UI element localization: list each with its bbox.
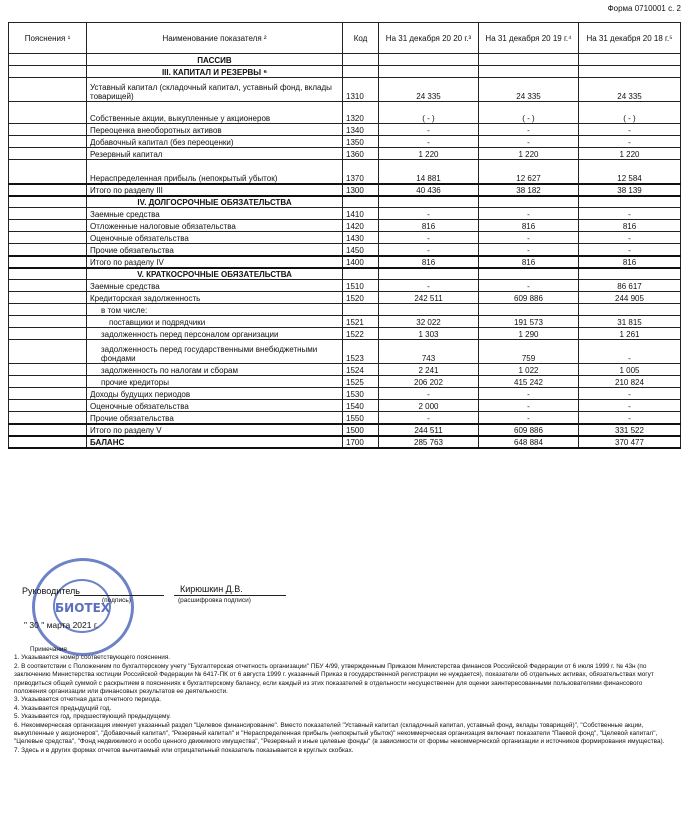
- cell-code: 1524: [343, 364, 379, 376]
- cell-name: Оценочные обязательства: [87, 400, 343, 412]
- header-col2: На 31 декабря 20 19 г.⁴: [479, 23, 579, 54]
- cell-notes: [9, 54, 87, 66]
- cell-notes: [9, 424, 87, 436]
- cell-name: Доходы будущих периодов: [87, 388, 343, 400]
- table-row: [9, 292, 681, 304]
- cell-value-2: 415 242: [479, 376, 579, 388]
- cell-value-2: [479, 54, 579, 66]
- cell-value-3: -: [579, 208, 681, 220]
- cell-code: [343, 66, 379, 78]
- cell-value-1: -: [379, 232, 479, 244]
- cell-value-1: 40 436: [379, 184, 479, 196]
- cell-value-1: -: [379, 388, 479, 400]
- cell-name: Переоценка внеоборотных активов: [87, 124, 343, 136]
- cell-value-2: 609 886: [479, 424, 579, 436]
- cell-value-2: -: [479, 280, 579, 292]
- cell-value-2: -: [479, 232, 579, 244]
- table-row: [9, 376, 681, 388]
- cell-value-1: 242 511: [379, 292, 479, 304]
- table-row: [9, 148, 681, 160]
- cell-value-1: 743: [379, 340, 479, 364]
- cell-notes: [9, 136, 87, 148]
- cell-value-1: 24 335: [379, 78, 479, 102]
- header-code: Код: [343, 23, 379, 54]
- cell-code: 1520: [343, 292, 379, 304]
- cell-notes: [9, 148, 87, 160]
- cell-notes: [9, 280, 87, 292]
- footnotes: [14, 646, 674, 755]
- cell-value-3: 816: [579, 220, 681, 232]
- cell-value-1: [379, 54, 479, 66]
- cell-code: 1530: [343, 388, 379, 400]
- table-row: [9, 78, 681, 102]
- cell-value-1: 2 241: [379, 364, 479, 376]
- cell-code: 1300: [343, 184, 379, 196]
- cell-value-2: [479, 196, 579, 208]
- cell-name: V. КРАТКОСРОЧНЫЕ ОБЯЗАТЕЛЬСТВА: [87, 268, 343, 280]
- cell-code: 1350: [343, 136, 379, 148]
- cell-value-1: -: [379, 124, 479, 136]
- cell-value-3: 370 477: [579, 436, 681, 448]
- footnote: 7. Здесь и в других формах отчетов вычитаемый или отрицательный показатель показывается в круглых скобках.: [14, 746, 354, 754]
- cell-value-1: [379, 66, 479, 78]
- cell-value-1: 2 000: [379, 400, 479, 412]
- cell-notes: [9, 328, 87, 340]
- cell-value-3: ( - ): [579, 102, 681, 124]
- cell-code: 1523: [343, 340, 379, 364]
- cell-value-1: -: [379, 208, 479, 220]
- header-notes: Пояснения ¹: [9, 23, 87, 54]
- table-row: [9, 184, 681, 196]
- cell-name: задолженность перед персоналом организации: [87, 328, 343, 340]
- cell-value-1: [379, 196, 479, 208]
- cell-name: Нераспределенная прибыль (непокрытый убыток): [87, 160, 343, 184]
- cell-notes: [9, 102, 87, 124]
- cell-value-3: [579, 66, 681, 78]
- cell-value-3: -: [579, 340, 681, 364]
- cell-notes: [9, 78, 87, 102]
- cell-name: Резервный капитал: [87, 148, 343, 160]
- cell-notes: [9, 436, 87, 448]
- cell-value-3: -: [579, 124, 681, 136]
- cell-notes: [9, 208, 87, 220]
- header-col3: На 31 декабря 20 18 г.⁵: [579, 23, 681, 54]
- cell-value-2: [479, 66, 579, 78]
- table-row: [9, 220, 681, 232]
- cell-value-3: [579, 268, 681, 280]
- header-name: Наименование показателя ²: [87, 23, 343, 54]
- cell-value-3: -: [579, 244, 681, 256]
- cell-code: 1525: [343, 376, 379, 388]
- cell-value-3: [579, 304, 681, 316]
- cell-value-1: ( - ): [379, 102, 479, 124]
- cell-code: [343, 304, 379, 316]
- footnote: 5. Указывается год, предшествующий предыдущему.: [14, 713, 171, 721]
- table-row: [9, 400, 681, 412]
- cell-notes: [9, 160, 87, 184]
- company-stamp: [32, 558, 134, 656]
- cell-notes: [9, 220, 87, 232]
- cell-notes: [9, 232, 87, 244]
- form-code: Форма 0710001 с. 2: [607, 4, 681, 13]
- cell-value-3: 38 139: [579, 184, 681, 196]
- table-row: [9, 388, 681, 400]
- cell-value-2: 609 886: [479, 292, 579, 304]
- header-col1: На 31 декабря 20 20 г.³: [379, 23, 479, 54]
- cell-value-1: -: [379, 244, 479, 256]
- cell-name: Итого по разделу III: [87, 184, 343, 196]
- table-row: [9, 136, 681, 148]
- table-row: [9, 54, 681, 66]
- cell-value-2: 759: [479, 340, 579, 364]
- table-row: [9, 280, 681, 292]
- cell-value-3: 86 617: [579, 280, 681, 292]
- cell-value-1: -: [379, 280, 479, 292]
- cell-value-3: -: [579, 232, 681, 244]
- cell-name: Добавочный капитал (без переоценки): [87, 136, 343, 148]
- cell-notes: [9, 412, 87, 424]
- cell-name: прочие кредиторы: [87, 376, 343, 388]
- footnote: 1. Указывается номер соответствующего пояснения.: [14, 654, 171, 662]
- table-row: [9, 124, 681, 136]
- stamp-text: БИОТЕХ: [55, 601, 111, 615]
- cell-code: 1430: [343, 232, 379, 244]
- cell-value-1: 244 511: [379, 424, 479, 436]
- cell-value-2: -: [479, 388, 579, 400]
- table-row: [9, 102, 681, 124]
- cell-value-3: 244 905: [579, 292, 681, 304]
- cell-value-1: -: [379, 412, 479, 424]
- table-row: [9, 412, 681, 424]
- name-caption: (расшифровка подписи): [178, 597, 251, 604]
- cell-value-1: 285 763: [379, 436, 479, 448]
- cell-code: [343, 196, 379, 208]
- cell-name: задолженность перед государственными внебюджетными фондами: [87, 340, 343, 364]
- cell-value-2: 1 220: [479, 148, 579, 160]
- balance-table: [8, 22, 681, 449]
- footnote: 6. Некоммерческая организация именует указанный раздел "Целевое финансирование". Вместо показателей "Уставный капитал (складочный капитал, уставный фонд, вклады товарищей)", "Собственные акции, выкупленные у акционеров", "Добавочный капитал", "Резервный капитал" и "Нераспределенная прибыль (непокрытый убыток)" некоммерческая организация включает показатели "Паевой фонд", "Целевой капитал", "Целевые средства", "Фонд недвижимого и особо ценного движимого имущества", "Резервный и иные целевые фонды" (в зависимости от формы некоммерческой организации и источников формирования имущества).: [14, 721, 665, 746]
- cell-code: 1700: [343, 436, 379, 448]
- cell-notes: [9, 316, 87, 328]
- cell-name: БАЛАНС: [87, 436, 343, 448]
- cell-name: в том числе:: [87, 304, 343, 316]
- cell-value-3: [579, 196, 681, 208]
- signature-role: Руководитель: [22, 586, 80, 596]
- table-row: [9, 256, 681, 268]
- cell-notes: [9, 184, 87, 196]
- cell-code: 1360: [343, 148, 379, 160]
- cell-notes: [9, 400, 87, 412]
- table-row: [9, 160, 681, 184]
- cell-value-1: 816: [379, 220, 479, 232]
- cell-name: Собственные акции, выкупленные у акционеров: [87, 102, 343, 124]
- cell-name: Уставный капитал (складочный капитал, уставный фонд, вклады товарищей): [87, 78, 343, 102]
- cell-notes: [9, 124, 87, 136]
- cell-notes: [9, 196, 87, 208]
- footnote: 3. Указывается отчетная дата отчетного периода.: [14, 696, 162, 704]
- cell-value-2: -: [479, 208, 579, 220]
- cell-value-3: 1 261: [579, 328, 681, 340]
- cell-code: [343, 54, 379, 66]
- cell-value-2: [479, 304, 579, 316]
- cell-code: 1310: [343, 78, 379, 102]
- cell-value-2: -: [479, 136, 579, 148]
- cell-value-2: -: [479, 124, 579, 136]
- table-row: [9, 424, 681, 436]
- cell-code: 1340: [343, 124, 379, 136]
- cell-name: Итого по разделу V: [87, 424, 343, 436]
- cell-code: 1550: [343, 412, 379, 424]
- table-row: [9, 316, 681, 328]
- cell-value-2: -: [479, 400, 579, 412]
- table-row: [9, 340, 681, 364]
- cell-code: 1521: [343, 316, 379, 328]
- signature-name: Кирюшкин Д.В.: [180, 584, 243, 594]
- footnote: 2. В соответствии с Положением по бухгалтерскому учету "Бухгалтерская отчетность организации" ПБУ 4/99, утвержденным Приказом Министерства финансов Российской Федерации от 6 июля 1999 г. № 43н (по заключению Министерства юстиции Российской Федерации № 6417-ПК от 6 августа 1999 г. указанный Приказ в государственной регистрации не нуждается), показатели об отдельных активах, обязательствах могут приводиться общей суммой с раскрытием в пояснениях к бухгалтерскому балансу, если каждый из этих показателей в отдельности несущественен для оценки заинтересованными пользователями финансового положения организации или финансовых результатов ее деятельности.: [14, 662, 654, 696]
- cell-code: 1400: [343, 256, 379, 268]
- table-row: [9, 66, 681, 78]
- cell-name: задолженность по налогам и сборам: [87, 364, 343, 376]
- cell-code: 1500: [343, 424, 379, 436]
- cell-value-3: 331 522: [579, 424, 681, 436]
- cell-notes: [9, 244, 87, 256]
- cell-value-1: 1 303: [379, 328, 479, 340]
- cell-name: Прочие обязательства: [87, 244, 343, 256]
- cell-value-3: -: [579, 136, 681, 148]
- cell-notes: [9, 66, 87, 78]
- signature-date: " 30 " марта 2021 г.: [24, 620, 99, 630]
- table-header: [9, 23, 681, 54]
- cell-name: IV. ДОЛГОСРОЧНЫЕ ОБЯЗАТЕЛЬСТВА: [87, 196, 343, 208]
- cell-name: Заемные средства: [87, 280, 343, 292]
- cell-notes: [9, 304, 87, 316]
- cell-value-2: 816: [479, 256, 579, 268]
- cell-value-3: -: [579, 400, 681, 412]
- cell-notes: [9, 268, 87, 280]
- cell-value-3: 1 220: [579, 148, 681, 160]
- cell-name: поставщики и подрядчики: [87, 316, 343, 328]
- cell-name: Итого по разделу IV: [87, 256, 343, 268]
- cell-name: Кредиторская задолженность: [87, 292, 343, 304]
- cell-value-2: -: [479, 412, 579, 424]
- cell-value-1: [379, 268, 479, 280]
- cell-name: Прочие обязательства: [87, 412, 343, 424]
- cell-code: 1540: [343, 400, 379, 412]
- cell-code: 1410: [343, 208, 379, 220]
- cell-name: ПАССИВ: [87, 54, 343, 66]
- cell-value-2: 24 335: [479, 78, 579, 102]
- cell-value-3: -: [579, 412, 681, 424]
- table-row: [9, 196, 681, 208]
- cell-notes: [9, 256, 87, 268]
- cell-notes: [9, 364, 87, 376]
- cell-code: 1510: [343, 280, 379, 292]
- footnote: Примечания: [30, 646, 67, 653]
- cell-value-2: 191 573: [479, 316, 579, 328]
- cell-name: Оценочные обязательства: [87, 232, 343, 244]
- table-row: [9, 328, 681, 340]
- cell-value-3: 24 335: [579, 78, 681, 102]
- cell-value-1: 206 202: [379, 376, 479, 388]
- cell-notes: [9, 292, 87, 304]
- cell-code: 1522: [343, 328, 379, 340]
- cell-code: 1370: [343, 160, 379, 184]
- table-row: [9, 268, 681, 280]
- cell-value-2: 1 022: [479, 364, 579, 376]
- cell-value-1: 14 881: [379, 160, 479, 184]
- table-row: [9, 364, 681, 376]
- footnote: 4. Указывается предыдущий год.: [14, 704, 112, 712]
- cell-name: III. КАПИТАЛ И РЕЗЕРВЫ ⁶: [87, 66, 343, 78]
- table-row: [9, 244, 681, 256]
- cell-notes: [9, 388, 87, 400]
- table-row: [9, 304, 681, 316]
- cell-notes: [9, 340, 87, 364]
- cell-value-2: 816: [479, 220, 579, 232]
- cell-code: 1450: [343, 244, 379, 256]
- cell-value-3: 816: [579, 256, 681, 268]
- cell-value-2: ( - ): [479, 102, 579, 124]
- cell-notes: [9, 376, 87, 388]
- table-row: [9, 208, 681, 220]
- cell-value-3: [579, 54, 681, 66]
- cell-value-2: [479, 268, 579, 280]
- cell-value-1: 1 220: [379, 148, 479, 160]
- cell-value-2: 38 182: [479, 184, 579, 196]
- cell-value-2: -: [479, 244, 579, 256]
- cell-value-1: 816: [379, 256, 479, 268]
- cell-code: [343, 268, 379, 280]
- cell-value-1: 32 022: [379, 316, 479, 328]
- cell-value-3: 12 584: [579, 160, 681, 184]
- cell-value-1: [379, 304, 479, 316]
- cell-value-1: -: [379, 136, 479, 148]
- cell-value-3: 210 824: [579, 376, 681, 388]
- cell-name: Заемные средства: [87, 208, 343, 220]
- cell-value-2: 12 627: [479, 160, 579, 184]
- table-row: [9, 232, 681, 244]
- cell-code: 1320: [343, 102, 379, 124]
- signature-caption: (подпись): [102, 597, 131, 604]
- cell-value-2: 648 884: [479, 436, 579, 448]
- table-row: [9, 436, 681, 448]
- cell-value-3: -: [579, 388, 681, 400]
- cell-value-3: 1 005: [579, 364, 681, 376]
- cell-name: Отложенные налоговые обязательства: [87, 220, 343, 232]
- cell-value-3: 31 815: [579, 316, 681, 328]
- cell-value-2: 1 290: [479, 328, 579, 340]
- cell-code: 1420: [343, 220, 379, 232]
